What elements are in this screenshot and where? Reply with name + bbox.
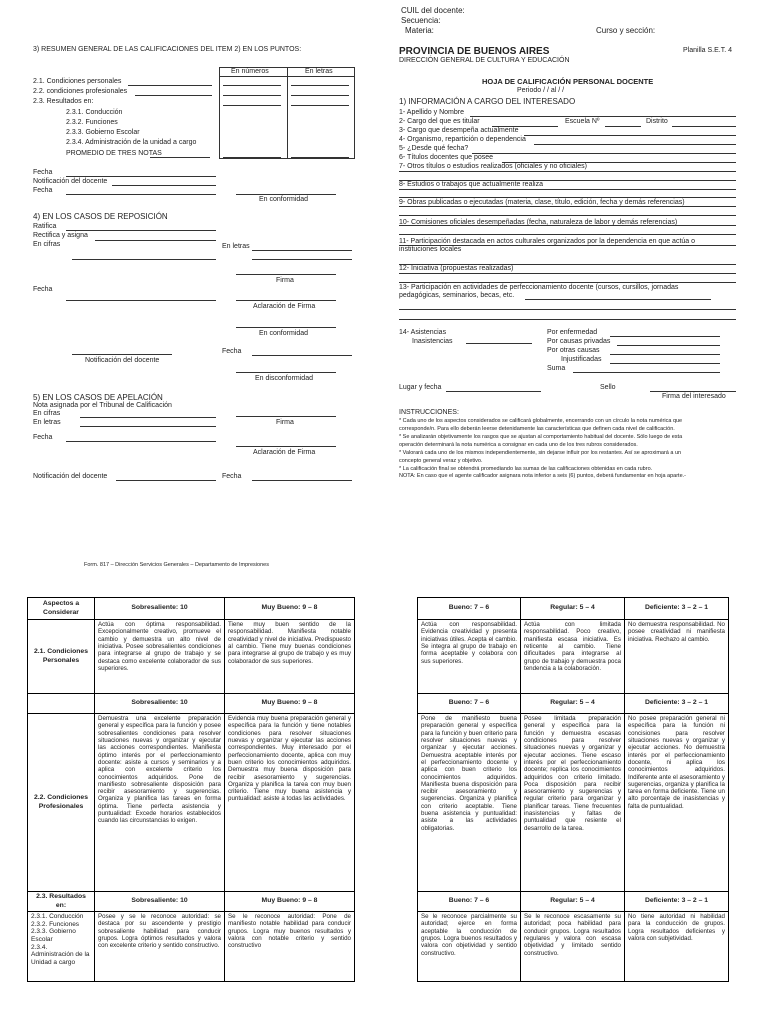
provincia-title: PROVINCIA DE BUENOS AIRES: [399, 46, 550, 57]
aclaracion-label-2: Aclaración de Firma: [253, 449, 316, 456]
subitem-funciones: 2.3.2. Funciones: [66, 119, 118, 126]
en-conformidad-2: En conformidad: [259, 330, 309, 337]
en-cifras-label-1: En cifras: [33, 241, 61, 248]
field-otras-causas: Por otras causas: [547, 347, 600, 354]
header-regular-1: Regular: 5 – 4: [521, 598, 625, 620]
cell-r1-muy-bueno: Tiene muy buen sentido de la responsabilidad. Manifiesta notable creatividad y nivel de iniciativa. Predispuesto al cambio. Tiene muy buenas condiciones para integrarse al grupo de trabajo y es muy colaborador de sus superiores.: [225, 620, 355, 694]
field-cargo-actual: 3- Cargo que desempeña actualmente: [399, 127, 519, 134]
field-perfeccionamiento-b: pedagógicas, seminarios, becas, etc.: [399, 292, 515, 299]
fecha-label-1: Fecha: [33, 169, 53, 176]
instruccion-4: operación determinará la nota numérica a consignar en cada uno de los tres rubros considerados.: [399, 442, 638, 448]
cell-r2-deficiente: No posee preparación general ni específica para la función ni concisiones para resolver situaciones nuevas y organizar y ejecutar acciones. No demuestra interés por el perfeccionamiento docente, ni aplica los conocimientos adquiridos. Indiferente ante el asesoramiento y sugerencias, organiza y planifica la tarea en forma deficiente. Tiene un alto porcentaje de inasistencias y falta de puntualidad.: [625, 714, 729, 892]
header-sobresaliente-2: Sobresaliente: 10: [95, 694, 225, 714]
cell-r3-regular: Se le reconoce escasamente su autoridad; poca habilidad para conducir grupos. Logra resultados regulares y valora con escasa objetividad y limitado sentido constructivo.: [521, 912, 625, 982]
curso-label: Curso y sección:: [596, 26, 656, 35]
col-numeros: En números: [231, 68, 269, 75]
planilla-label: Planilla S.E.T. 4: [683, 47, 733, 54]
field-comisiones: 10- Comisiones oficiales desempeñadas (fecha, naturaleza de labor y demás referencias): [399, 219, 678, 226]
subitem-promedio: PROMEDIO DE TRES NOTAS: [66, 150, 162, 157]
fecha-label-5: Fecha: [33, 434, 53, 441]
instruccion-5: * Valorará cada uno de los mismos independientemente, sin dejarse influir por los restantes. Así se aproximará a un: [399, 450, 682, 456]
field-apellido: 1- Apellido y Nombre: [399, 109, 464, 116]
en-letras-label-1: En letras: [222, 243, 250, 250]
firma-label-1: Firma: [276, 277, 294, 284]
header-deficiente-3: Deficiente: 3 – 2 – 1: [625, 892, 729, 912]
field-participacion-b: instituciones locales: [399, 246, 462, 253]
notificacion-label-3: Notificación del docente: [33, 473, 108, 480]
field-injustificadas: Injustificadas: [561, 356, 602, 363]
cell-r2-regular: Posee limitada preparación general y específica para la función y demuestra escasas condiciones para resolver situaciones nuevas y organizar y ejecutar acciones. Tiene escaso interés por el perfeccionamiento docente; replica los conocimientos adquiridos con criterio limitado. Poca disposición para recibir asesoramiento y sugerencias y regular criterio para organizar y planificar tareas. Tiene frecuentes inasistencias y faltas de puntualidad que resiente el desarrollo de la tarea.: [521, 714, 625, 892]
field-organismo: 4- Organismo, repartición o dependencia: [399, 136, 526, 143]
sec1-title: 1) INFORMACIÓN A CARGO DEL INTERESADO: [399, 97, 576, 106]
cuil-label: CUIL del docente:: [401, 6, 465, 15]
form-footer: Form. 817 – Dirección Servicios Generales – Departamento de Impresiones: [84, 562, 269, 568]
header-regular-3: Regular: 5 – 4: [521, 892, 625, 912]
header-muy-bueno-2: Muy Bueno: 9 – 8: [225, 694, 355, 714]
hoja-title: HOJA DE CALIFICACIÓN PERSONAL DOCENTE: [482, 77, 654, 86]
materia-label: Materia:: [405, 26, 434, 35]
row-resultados: 2.3. Resultados en:: [28, 892, 95, 912]
fecha-label-3: Fecha: [33, 286, 53, 293]
en-cifras-label-2: En cifras: [33, 410, 61, 417]
col-letras: En letras: [305, 68, 333, 75]
cell-r1-regular: Actúa con limitada responsabilidad. Poco creativo, manifiesta escasa iniciativa. Es reticente al cambio. Tiene dificultades para integrarse al grupo de trabajo y demuestra poca tendencia a la colaboración.: [521, 620, 625, 694]
header-aspectos: Aspectos a Considerar: [28, 598, 95, 620]
secuencia-label: Secuencia:: [401, 16, 441, 25]
field-distrito: Distrito: [646, 118, 668, 125]
header-bueno-2: Bueno: 7 – 6: [418, 694, 521, 714]
row-resultados-sub: 2.3.1. Conducción 2.3.2. Funciones 2.3.3. Gobierno Escolar 2.3.4. Administración de la Unidad a cargo: [28, 912, 95, 982]
cell-r1-deficiente: No demuestra responsabilidad. No posee creatividad ni manifiesta iniciativa. Rechazo al cambio.: [625, 620, 729, 694]
criteria-table-left: [27, 597, 355, 982]
field-iniciativa: 12- Iniciativa (propuestas realizadas): [399, 265, 514, 272]
field-perfeccionamiento-a: 13- Participación en actividades de perfeccionamiento docente (cursos, cursillos, jornadas: [399, 284, 679, 291]
header-muy-bueno-1: Muy Bueno: 9 – 8: [225, 598, 355, 620]
header-bueno-1: Bueno: 7 – 6: [418, 598, 521, 620]
field-participacion-a: 11- Participación destacada en actos culturales organizados por la dependencia en que actúa o: [399, 238, 696, 245]
fecha-label-2: Fecha: [33, 187, 53, 194]
notificacion-label-2: Notificación del docente: [85, 357, 160, 364]
header-deficiente-2: Deficiente: 3 – 2 – 1: [625, 694, 729, 714]
fecha-label-6: Fecha: [222, 473, 242, 480]
field-por-enfermedad: Por enfermedad: [547, 329, 598, 336]
cell-r2-muy-bueno: Evidencia muy buena preparación general y específica para la función y tiene notables condiciones para resolver situaciones nuevas y organizar y ejecutar las acciones correspondientes. Muy interesado por el perfeccionamiento docente, aplica con muy buen criterio los conocimientos adquiridos. Demuestra muy buena disposición para recibir asesoramiento y sugerencias. Organiza y planifica la tarea con muy buen criterio. Tiene muy buena asistencia y puntualidad: asiste a todas las actividades.: [225, 714, 355, 892]
rectifica-label: Rectifica y asigna: [33, 232, 88, 239]
en-conformidad-1: En conformidad: [259, 196, 309, 203]
row-condiciones-personales: 2.1. Condiciones Personales: [28, 620, 95, 694]
cell-r3-sobresaliente: Posee y se le reconoce autoridad: se destaca por su ascendente y prestigio sobresaliente habilidad para conducir grupos. Logra óptimos resultados y valora con excelente criterio y sentido constructivo.: [95, 912, 225, 982]
ratifica-label: Ratifica: [33, 223, 57, 230]
subitem-gobierno: 2.3.3. Gobierno Escolar: [66, 129, 140, 136]
en-letras-label-2: En letras: [33, 419, 61, 426]
field-causas-privadas: Por causas privadas: [547, 338, 611, 345]
instruccion-8: NOTA: En caso que el agente calificador asignara nota inferior a seis (6) puntos, deberá fundamentar en hoja aparte.-: [399, 473, 686, 479]
item-resultados: 2.3. Resultados en:: [33, 98, 94, 105]
header-sobresaliente-3: Sobresaliente: 10: [95, 892, 225, 912]
header-regular-2: Regular: 5 – 4: [521, 694, 625, 714]
instruccion-3: * Se analizarán objetivamente los rasgos que se ajustan al comportamiento habitual del docente. Sólo luego de esta: [399, 434, 683, 440]
item-condiciones-personales: 2.1. Condiciones personales: [33, 78, 122, 85]
field-titulos: 6- Títulos docentes que posee: [399, 154, 494, 161]
header-muy-bueno-3: Muy Bueno: 9 – 8: [225, 892, 355, 912]
fecha-label-4: Fecha: [222, 348, 242, 355]
direccion-label: DIRECCIÓN GENERAL DE CULTURA Y EDUCACIÓN: [399, 57, 570, 64]
instruccion-2: corresponde/n. Para ello deberán leerse detenidamente las características que definen cada nivel de calificación.: [399, 426, 675, 432]
instruccion-1: * Cada uno de los aspectos considerados se calificará globalmente, encerrando con un círculo la nota numérica que: [399, 418, 683, 424]
en-disconformidad: En disconformidad: [255, 375, 313, 382]
field-escuela: Escuela Nº: [565, 118, 600, 125]
firma-label-2: Firma: [276, 419, 294, 426]
field-estudios: 8- Estudios o trabajos que actualmente realiza: [399, 181, 543, 188]
criteria-table-right: [417, 597, 729, 982]
sec5-title: 5) EN LOS CASOS DE APELACIÓN: [33, 393, 163, 402]
nota-asignada-label: Nota asignada por el Tribunal de Calificación: [33, 402, 172, 409]
subitem-administracion: 2.3.4. Administración de la unidad a cargo: [66, 139, 197, 146]
header-deficiente-1: Deficiente: 3 – 2 – 1: [625, 598, 729, 620]
field-asistencias: 14- Asistencias: [399, 329, 447, 336]
sec4-title: 4) EN LOS CASOS DE REPOSICIÓN: [33, 212, 168, 221]
field-cargo-titular: 2- Cargo del que es titular: [399, 118, 480, 125]
cell-r1-bueno: Actúa con responsabilidad. Evidencia creatividad y presenta iniciativas útiles. Acepta el cambio. Se integra al grupo de trabajo en forma aceptable y colabora con sus superiores.: [418, 620, 521, 694]
cell-r2-bueno: Pone de manifiesto buena preparación general y específica para la función y buen criterio para resolver situaciones nuevas y organizar y ejecutar acciones. Demuestra aceptable interés por el perfeccionamiento docente y aplica con buen criterio los conocimientos adquiridos. Manifiesta buena disposición para recibir asesoramiento y sugerencias. Organiza y planifica con criterio aceptable. Tiene buena asistencia y puntualidad: asiste a las actividades obligatorias.: [418, 714, 521, 892]
field-otros-titulos: 7- Otros títulos o estudios realizados (oficiales y no oficiales): [399, 163, 587, 170]
cell-r1-sobresaliente: Actúa con óptima responsabilidad. Excepcionalmente creativo, promueve el cambio y demuestra un alto nivel de iniciativa. Posee sobresalientes condiciones para integrarse al grupo de trabajo y se destaca como excelente colaborador de sus superiores.: [95, 620, 225, 694]
instrucciones-title: INSTRUCCIONES:: [399, 409, 459, 416]
instruccion-6: concepto general veraz y objetivo.: [399, 458, 483, 464]
field-inasistencias: Inasistencias: [412, 338, 453, 345]
field-suma: Suma: [547, 365, 566, 372]
sello-label: Sello: [600, 384, 616, 391]
header-bueno-3: Bueno: 7 – 6: [418, 892, 521, 912]
notificacion-label-1: Notificación del docente: [33, 178, 108, 185]
aclaracion-label-1: Aclaración de Firma: [253, 303, 316, 310]
instruccion-7: * La calificación final se obtendrá promediando las sumas de las calificaciones obtenidas en cada rubro.: [399, 466, 653, 472]
row-condiciones-profesionales: 2.2. Condiciones Profesionales: [28, 714, 95, 892]
cell-r2-sobresaliente: Demuestra una excelente preparación general y específica para la función y posee sobresalientes condiciones para resolver situaciones nuevas y organizar y ejecutar las acciones correspondientes. Manifiesta óptimo interés por el perfeccionamiento docente: asiste a cursos y seminarios y a aplica con excelente criterio los conocimientos adquiridos. Pone de manifiesto sobresaliente disposición para recibir asesoramiento y sugerencias. Organiza y planifica las tareas en forma óptima. Tiene perfecta asistencia y puntualidad: Excede horarios establecidos cuando las circunstancias lo exigen.: [95, 714, 225, 892]
periodo-label: Periodo / / al / /: [517, 87, 565, 94]
subitem-conduccion: 2.3.1. Conducción: [66, 109, 123, 116]
firma-interesado-label: Firma del interesado: [662, 393, 726, 400]
cell-r3-muy-bueno: Se le reconoce autoridad: Pone de manifiesto notable habilidad para conducir grupos. Logra muy buenos resultados y valora con notable criterio y sentido constructivo: [225, 912, 355, 982]
cell-r3-deficiente: No tiene autoridad ni habilidad para la conducción de grupos. Logra resultados deficientes y valora con subjetividad.: [625, 912, 729, 982]
field-obras: 9- Obras publicadas o ejecutadas (materia, clase, título, edición, fecha y demás referencias): [399, 199, 685, 206]
cell-r3-bueno: Se le reconoce parcialmente su autoridad; ejerce en forma aceptable la conducción de grupos. Logra buenos resultados y valora con objetividad y sentido constructivo.: [418, 912, 521, 982]
sec3-title: 3) RESUMEN GENERAL DE LAS CALIFICACIONES DEL ITEM 2) EN LOS PUNTOS:: [33, 46, 302, 53]
lugar-fecha-label: Lugar y fecha: [399, 384, 442, 391]
header-sobresaliente-1: Sobresaliente: 10: [95, 598, 225, 620]
field-desde: 5- ¿Desde qué fecha?: [399, 145, 469, 152]
item-condiciones-profesionales: 2.2. condiciones profesionales: [33, 88, 128, 95]
